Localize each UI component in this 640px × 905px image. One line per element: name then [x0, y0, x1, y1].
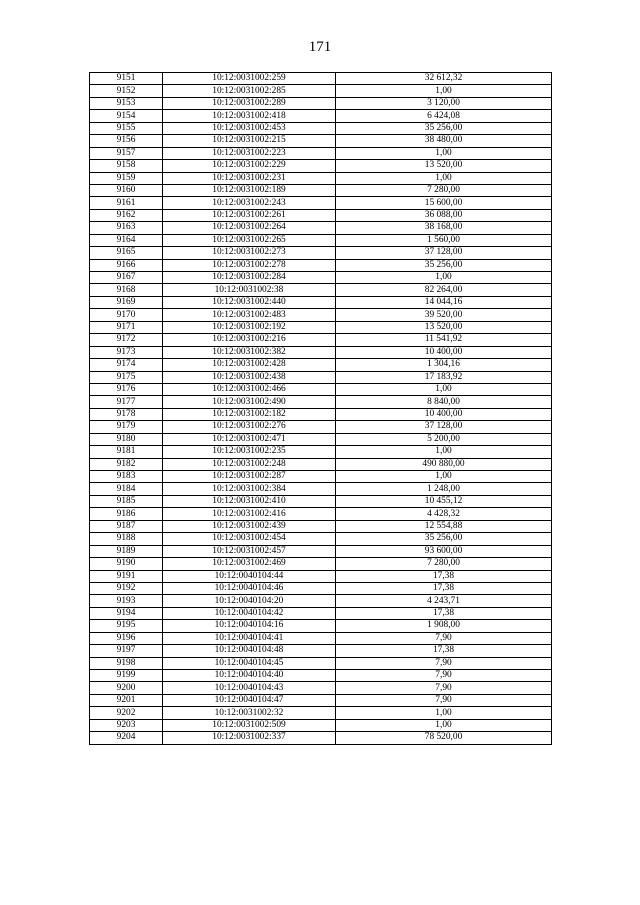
cadastral-number-cell: 10:12:0031002:382 [163, 346, 336, 358]
table-row [90, 321, 552, 333]
table-row [90, 346, 552, 358]
cadastral-number-cell: 10:12:0040104:44 [163, 570, 336, 582]
cadastral-number-cell: 10:12:0031002:454 [163, 533, 336, 545]
value-cell: 37 128,00 [336, 421, 552, 433]
value-cell: 1 908,00 [336, 620, 552, 632]
cadastral-number-cell: 10:12:0031002:32 [163, 707, 336, 719]
row-number-cell: 9161 [90, 197, 163, 209]
value-cell: 82 264,00 [336, 284, 552, 296]
cadastral-number-cell: 10:12:0031002:490 [163, 396, 336, 408]
row-number-cell: 9193 [90, 595, 163, 607]
data-table [89, 72, 552, 745]
value-cell: 14 044,16 [336, 296, 552, 308]
row-number-cell: 9164 [90, 234, 163, 246]
table-row [90, 645, 552, 657]
row-number-cell: 9181 [90, 446, 163, 458]
cadastral-number-cell: 10:12:0031002:261 [163, 209, 336, 221]
cadastral-number-cell: 10:12:0031002:509 [163, 719, 336, 731]
cadastral-number-cell: 10:12:0031002:469 [163, 558, 336, 570]
value-cell: 38 168,00 [336, 222, 552, 234]
table-row [90, 184, 552, 196]
row-number-cell: 9186 [90, 508, 163, 520]
value-cell: 35 256,00 [336, 122, 552, 134]
table-row [90, 396, 552, 408]
value-cell: 12 554,88 [336, 520, 552, 532]
cadastral-number-cell: 10:12:0031002:428 [163, 359, 336, 371]
cadastral-number-cell: 10:12:0031002:189 [163, 184, 336, 196]
value-cell: 490 880,00 [336, 458, 552, 470]
row-number-cell: 9202 [90, 707, 163, 719]
table-row [90, 334, 552, 346]
cadastral-number-cell: 10:12:0031002:231 [163, 172, 336, 184]
value-cell: 35 256,00 [336, 259, 552, 271]
row-number-cell: 9188 [90, 533, 163, 545]
table-row [90, 259, 552, 271]
value-cell: 7 280,00 [336, 184, 552, 196]
table-row [90, 421, 552, 433]
cadastral-number-cell: 10:12:0031002:410 [163, 495, 336, 507]
value-cell: 7,90 [336, 632, 552, 644]
table-row [90, 508, 552, 520]
cadastral-number-cell: 10:12:0031002:440 [163, 296, 336, 308]
row-number-cell: 9191 [90, 570, 163, 582]
value-cell: 1 304,16 [336, 359, 552, 371]
cadastral-number-cell: 10:12:0031002:471 [163, 433, 336, 445]
value-cell: 6 424,08 [336, 110, 552, 122]
cadastral-number-cell: 10:12:0040104:47 [163, 694, 336, 706]
cadastral-number-cell: 10:12:0031002:439 [163, 520, 336, 532]
row-number-cell: 9153 [90, 97, 163, 109]
value-cell: 17 183,92 [336, 371, 552, 383]
cadastral-number-cell: 10:12:0031002:265 [163, 234, 336, 246]
row-number-cell: 9177 [90, 396, 163, 408]
row-number-cell: 9197 [90, 645, 163, 657]
table-row [90, 234, 552, 246]
page-number: 171 [308, 39, 332, 55]
cadastral-number-cell: 10:12:0031002:285 [163, 85, 336, 97]
row-number-cell: 9196 [90, 632, 163, 644]
row-number-cell: 9158 [90, 160, 163, 172]
row-number-cell: 9175 [90, 371, 163, 383]
table-row [90, 433, 552, 445]
table-row [90, 359, 552, 371]
table-row [90, 446, 552, 458]
value-cell: 17,38 [336, 607, 552, 619]
value-cell: 1,00 [336, 147, 552, 159]
cadastral-number-cell: 10:12:0031002:457 [163, 545, 336, 557]
value-cell: 1,00 [336, 85, 552, 97]
row-number-cell: 9198 [90, 657, 163, 669]
row-number-cell: 9194 [90, 607, 163, 619]
row-number-cell: 9160 [90, 184, 163, 196]
cadastral-number-cell: 10:12:0031002:453 [163, 122, 336, 134]
row-number-cell: 9201 [90, 694, 163, 706]
row-number-cell: 9167 [90, 272, 163, 284]
table-row [90, 732, 552, 744]
table-row [90, 545, 552, 557]
row-number-cell: 9155 [90, 122, 163, 134]
row-number-cell: 9183 [90, 471, 163, 483]
value-cell: 36 088,00 [336, 209, 552, 221]
table-row [90, 309, 552, 321]
cadastral-number-cell: 10:12:0031002:229 [163, 160, 336, 172]
table-row [90, 97, 552, 109]
row-number-cell: 9189 [90, 545, 163, 557]
cadastral-number-cell: 10:12:0040104:16 [163, 620, 336, 632]
value-cell: 15 600,00 [336, 197, 552, 209]
value-cell: 7 280,00 [336, 558, 552, 570]
value-cell: 1,00 [336, 383, 552, 395]
value-cell: 78 520,00 [336, 732, 552, 744]
row-number-cell: 9165 [90, 247, 163, 259]
value-cell: 13 520,00 [336, 160, 552, 172]
cadastral-number-cell: 10:12:0040104:20 [163, 595, 336, 607]
value-cell: 35 256,00 [336, 533, 552, 545]
table-row [90, 147, 552, 159]
row-number-cell: 9168 [90, 284, 163, 296]
value-cell: 7,90 [336, 657, 552, 669]
table-row [90, 122, 552, 134]
cadastral-number-cell: 10:12:0040104:41 [163, 632, 336, 644]
value-cell: 38 480,00 [336, 135, 552, 147]
row-number-cell: 9171 [90, 321, 163, 333]
row-number-cell: 9190 [90, 558, 163, 570]
table-row [90, 632, 552, 644]
table-row [90, 707, 552, 719]
cadastral-number-cell: 10:12:0031002:287 [163, 471, 336, 483]
table-row [90, 520, 552, 532]
value-cell: 1,00 [336, 471, 552, 483]
value-cell: 4 243,71 [336, 595, 552, 607]
table-row [90, 582, 552, 594]
table-row [90, 620, 552, 632]
cadastral-number-cell: 10:12:0040104:42 [163, 607, 336, 619]
table-row [90, 533, 552, 545]
row-number-cell: 9154 [90, 110, 163, 122]
cadastral-number-cell: 10:12:0031002:192 [163, 321, 336, 333]
table-row [90, 570, 552, 582]
cadastral-number-cell: 10:12:0040104:43 [163, 682, 336, 694]
value-cell: 1,00 [336, 446, 552, 458]
row-number-cell: 9151 [90, 73, 163, 85]
row-number-cell: 9199 [90, 670, 163, 682]
table-row [90, 558, 552, 570]
cadastral-number-cell: 10:12:0031002:418 [163, 110, 336, 122]
row-number-cell: 9152 [90, 85, 163, 97]
row-number-cell: 9200 [90, 682, 163, 694]
row-number-cell: 9159 [90, 172, 163, 184]
table-row [90, 670, 552, 682]
value-cell: 17,38 [336, 582, 552, 594]
cadastral-number-cell: 10:12:0031002:215 [163, 135, 336, 147]
row-number-cell: 9180 [90, 433, 163, 445]
row-number-cell: 9203 [90, 719, 163, 731]
row-number-cell: 9195 [90, 620, 163, 632]
cadastral-number-cell: 10:12:0031002:273 [163, 247, 336, 259]
value-cell: 7,90 [336, 694, 552, 706]
table-row [90, 471, 552, 483]
value-cell: 93 600,00 [336, 545, 552, 557]
value-cell: 1,00 [336, 172, 552, 184]
cadastral-number-cell: 10:12:0031002:259 [163, 73, 336, 85]
table-row [90, 284, 552, 296]
value-cell: 1,00 [336, 707, 552, 719]
row-number-cell: 9170 [90, 309, 163, 321]
value-cell: 10 400,00 [336, 408, 552, 420]
cadastral-number-cell: 10:12:0031002:284 [163, 272, 336, 284]
value-cell: 5 200,00 [336, 433, 552, 445]
cadastral-number-cell: 10:12:0031002:223 [163, 147, 336, 159]
table-row [90, 172, 552, 184]
table-row [90, 371, 552, 383]
cadastral-number-cell: 10:12:0031002:466 [163, 383, 336, 395]
row-number-cell: 9184 [90, 483, 163, 495]
row-number-cell: 9174 [90, 359, 163, 371]
table-row [90, 458, 552, 470]
value-cell: 17,38 [336, 570, 552, 582]
value-cell: 1,00 [336, 719, 552, 731]
cadastral-number-cell: 10:12:0040104:48 [163, 645, 336, 657]
cadastral-number-cell: 10:12:0031002:235 [163, 446, 336, 458]
table-row [90, 247, 552, 259]
table-row [90, 483, 552, 495]
cadastral-number-cell: 10:12:0031002:264 [163, 222, 336, 234]
row-number-cell: 9157 [90, 147, 163, 159]
cadastral-number-cell: 10:12:0031002:438 [163, 371, 336, 383]
cadastral-number-cell: 10:12:0031002:248 [163, 458, 336, 470]
row-number-cell: 9176 [90, 383, 163, 395]
table-row [90, 272, 552, 284]
table-row [90, 719, 552, 731]
cadastral-number-cell: 10:12:0040104:40 [163, 670, 336, 682]
table-row [90, 160, 552, 172]
cadastral-number-cell: 10:12:0031002:278 [163, 259, 336, 271]
row-number-cell: 9162 [90, 209, 163, 221]
value-cell: 10 455,12 [336, 495, 552, 507]
table-row [90, 607, 552, 619]
value-cell: 13 520,00 [336, 321, 552, 333]
table-body [90, 73, 552, 745]
row-number-cell: 9178 [90, 408, 163, 420]
table-row [90, 495, 552, 507]
cadastral-number-cell: 10:12:0031002:243 [163, 197, 336, 209]
cadastral-number-cell: 10:12:0031002:289 [163, 97, 336, 109]
value-cell: 3 120,00 [336, 97, 552, 109]
cadastral-number-cell: 10:12:0040104:45 [163, 657, 336, 669]
table-row [90, 73, 552, 85]
table-row [90, 135, 552, 147]
value-cell: 10 400,00 [336, 346, 552, 358]
row-number-cell: 9163 [90, 222, 163, 234]
cadastral-number-cell: 10:12:0031002:276 [163, 421, 336, 433]
row-number-cell: 9156 [90, 135, 163, 147]
value-cell: 4 428,32 [336, 508, 552, 520]
value-cell: 1,00 [336, 272, 552, 284]
cadastral-number-cell: 10:12:0031002:337 [163, 732, 336, 744]
value-cell: 1 248,00 [336, 483, 552, 495]
value-cell: 37 128,00 [336, 247, 552, 259]
value-cell: 7,90 [336, 670, 552, 682]
table-row [90, 408, 552, 420]
table-row [90, 682, 552, 694]
value-cell: 11 541,92 [336, 334, 552, 346]
cadastral-number-cell: 10:12:0031002:384 [163, 483, 336, 495]
table-row [90, 296, 552, 308]
table-row [90, 694, 552, 706]
row-number-cell: 9192 [90, 582, 163, 594]
cadastral-number-cell: 10:12:0031002:416 [163, 508, 336, 520]
cadastral-number-cell: 10:12:0031002:216 [163, 334, 336, 346]
value-cell: 17,38 [336, 645, 552, 657]
table-row [90, 209, 552, 221]
table-row [90, 595, 552, 607]
value-cell: 8 840,00 [336, 396, 552, 408]
table-row [90, 197, 552, 209]
table-row [90, 657, 552, 669]
row-number-cell: 9187 [90, 520, 163, 532]
row-number-cell: 9169 [90, 296, 163, 308]
table-row [90, 85, 552, 97]
row-number-cell: 9179 [90, 421, 163, 433]
table-row [90, 222, 552, 234]
row-number-cell: 9173 [90, 346, 163, 358]
value-cell: 1 560,00 [336, 234, 552, 246]
row-number-cell: 9185 [90, 495, 163, 507]
row-number-cell: 9182 [90, 458, 163, 470]
value-cell: 39 520,00 [336, 309, 552, 321]
row-number-cell: 9204 [90, 732, 163, 744]
cadastral-number-cell: 10:12:0040104:46 [163, 582, 336, 594]
cadastral-number-cell: 10:12:0031002:182 [163, 408, 336, 420]
value-cell: 7,90 [336, 682, 552, 694]
table-row [90, 383, 552, 395]
cadastral-number-cell: 10:12:0031002:38 [163, 284, 336, 296]
value-cell: 32 612,32 [336, 73, 552, 85]
cadastral-number-cell: 10:12:0031002:483 [163, 309, 336, 321]
table-row [90, 110, 552, 122]
row-number-cell: 9166 [90, 259, 163, 271]
row-number-cell: 9172 [90, 334, 163, 346]
